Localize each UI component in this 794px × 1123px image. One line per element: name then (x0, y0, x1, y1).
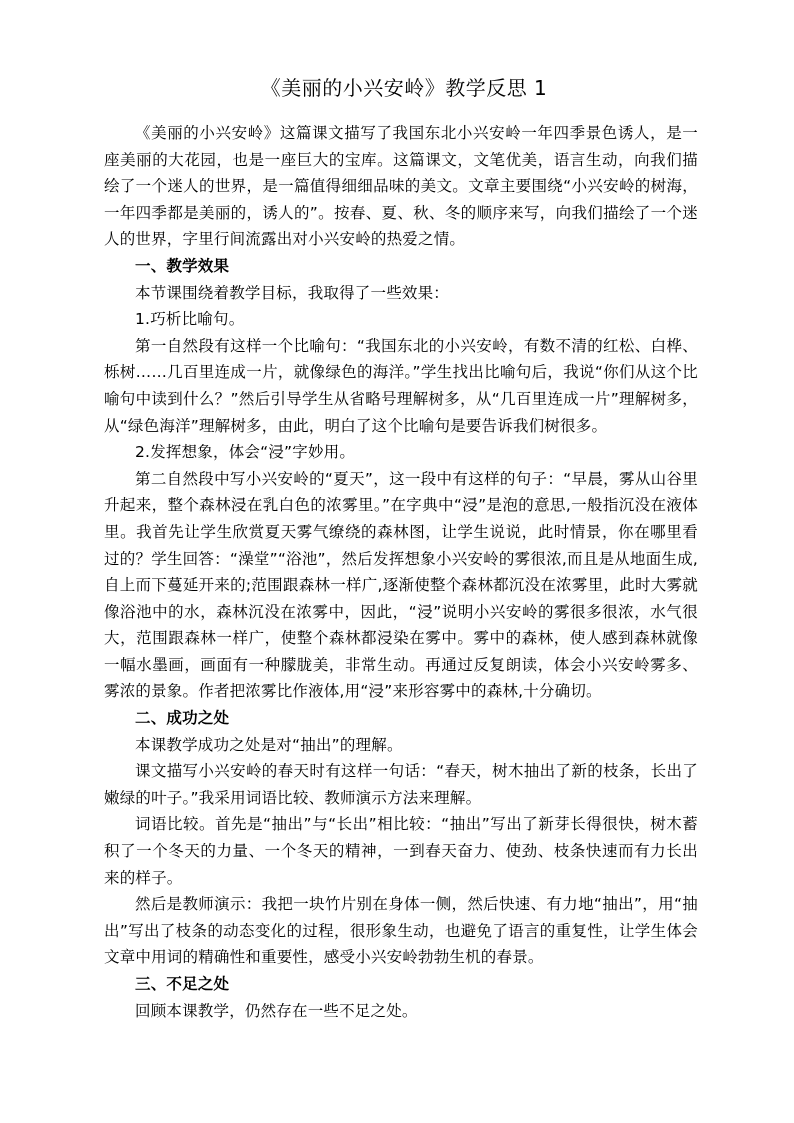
paragraph: 回顾本课教学，仍然存在一些不足之处。 (135, 1001, 418, 1020)
section-heading-success: 二、成功之处 (135, 709, 230, 728)
paragraph: 然后是教师演示：我把一块竹片别在身体一侧，然后快速、有力地“抽出”，用“抽出”写出了枝条的动态变化的过程，很形象生动，也避免了语言的重复性，让学生体会文章中用词的精确性和重要性，感受小兴安岭勃勃生机的春景。 (104, 895, 698, 967)
paragraph: 词语比较。首先是“抽出”与“长出”相比较：“抽出”写出了新芽长得很快，树木蓄积了一个冬天的力量、一个冬天的精神，一到春天奋力、使劲、枝条快速而有力长出来的样子。 (104, 815, 698, 887)
paragraph: 第一自然段有这样一个比喻句：“我国东北的小兴安岭，有数不清的红松、白桦、栎树……几百里连成一片，就像绿色的海洋。”学生找出比喻句后，我说“你们从这个比喻句中读到什么？”然后引导学生从省略号理解树多，从“几百里连成一片”理解树多，从“绿色海洋”理解树多，由此，明白了这个比喻句是要告诉我们树很多。 (104, 336, 698, 435)
paragraph: 本节课围绕着教学目标，我取得了一些效果： (135, 283, 450, 302)
paragraph: 课文描写小兴安岭的春天时有这样一句话：“春天，树木抽出了新的枝条，长出了嫩绿的叶子。”我采用词语比较、教师演示方法来理解。 (104, 762, 698, 807)
section-heading-teaching-effect: 一、教学效果 (135, 256, 230, 275)
paragraph: 第二自然段中写小兴安岭的“夏天”，这一段中有这样的句子：“早晨，雾从山谷里升起来，整个森林浸在乳白色的浓雾里。”在字典中“浸”是泡的意思,一般指沉没在液体里。我首先让学生欣赏夏天雾气缭绕的森林图，让学生说说，此时情景，你在哪里看过的？学生回答：“澡堂”“浴池”，然后发挥想象小兴安岭的雾很浓,而且是从地面生成,自上而下蔓延开来的;范围跟森林一样广,逐渐使整个森林都沉没在浓雾里，此时大雾就像浴池中的水，森林沉没在浓雾中，因此，“浸”说明小兴安岭的雾很多很浓，水气很大，范围跟森林一样广，使整个森林都浸染在雾中。雾中的森林，使人感到森林就像一幅水墨画，画面有一种朦胧美，非常生动。再通过反复朗读，体会小兴安岭雾多、雾浓的景象。作者把浓雾比作液体,用“浸”来形容雾中的森林,十分确切。 (104, 469, 698, 701)
document-title: 《美丽的小兴安岭》教学反思 1 (260, 76, 548, 100)
list-item-heading: 2.发挥想象，体会“浸”字妙用。 (135, 443, 356, 462)
intro-paragraph: 《美丽的小兴安岭》这篇课文描写了我国东北小兴安岭一年四季景色诱人，是一座美丽的大花园，也是一座巨大的宝库。这篇课文，文笔优美，语言生动，向我们描绘了一个迷人的世界，是一篇值得细细品味的美文。文章主要围绕“小兴安岭的树海，一年四季都是美丽的，诱人的”。按春、夏、秋、冬的顺序来写，向我们描绘了一个迷人的世界，字里行间流露出对小兴安岭的热爱之情。 (104, 124, 698, 249)
paragraph: 本课教学成功之处是对“抽出”的理解。 (135, 735, 403, 754)
list-item-heading: 1.巧析比喻句。 (135, 310, 245, 329)
section-heading-shortcomings: 三、不足之处 (135, 975, 230, 993)
